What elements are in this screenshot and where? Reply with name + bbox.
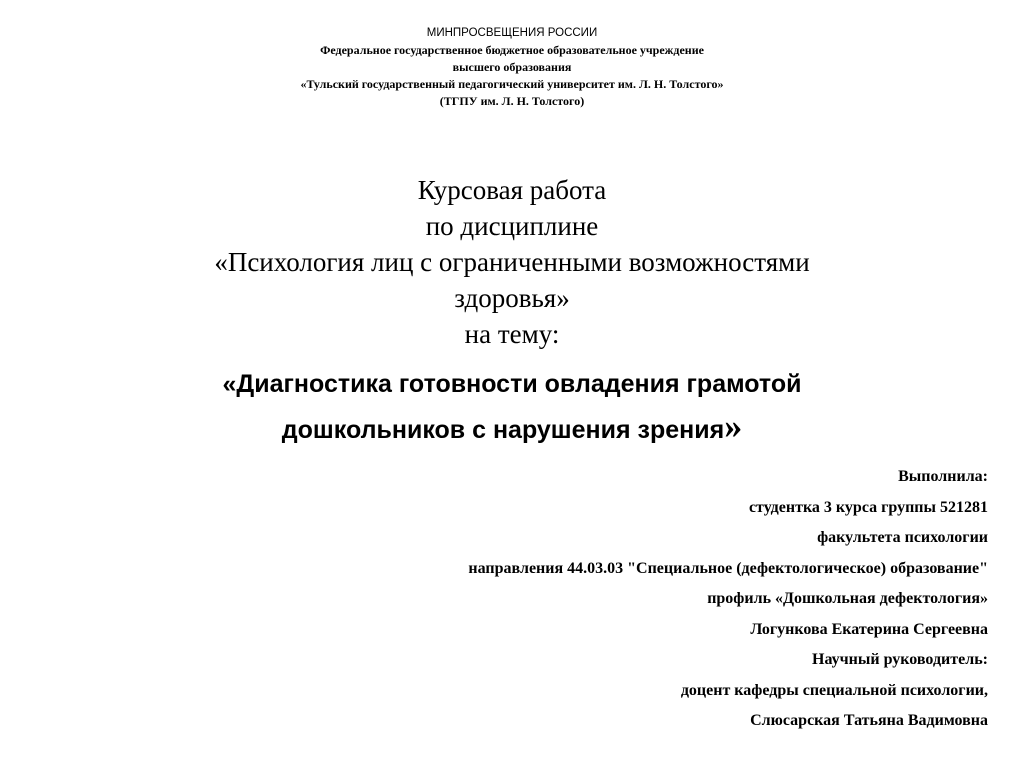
work-topic (0, 364, 1024, 448)
university-name: «Тульский государственный педагогический университет им. Л. Н. Толстого» (300, 77, 724, 91)
faculty: факультета психологии (817, 529, 988, 546)
university-abbreviation: (ТГПУ им. Л. Н. Толстого) (439, 94, 585, 108)
discipline-name-line2: здоровья» (454, 283, 570, 313)
discipline-name-line1: «Психология лиц с ограниченными возможностями (214, 247, 810, 277)
discipline-prefix: по дисциплине (425, 211, 599, 241)
topic-closing-quote: » (724, 406, 743, 446)
topic-prefix: на тему: (464, 319, 560, 349)
topic-line1: «Диагностика готовности овладения грамотой (222, 370, 802, 398)
ministry-name: МИНПРОСВЕЩЕНИЯ РОССИИ (426, 27, 598, 39)
supervisor-label: Научный руководитель: (812, 651, 988, 668)
topic-line2-text: дошкольников с нарушения зрения (281, 416, 725, 444)
education-level: высшего образования (452, 60, 572, 74)
supervisor-position: доцент кафедры специальной психологии, (680, 681, 988, 699)
student-name: Логункова Екатерина Сергеевна (750, 620, 988, 638)
work-title (0, 172, 1024, 352)
performed-by-label: Выполнила: (898, 468, 988, 485)
work-type: Курсовая работа (417, 175, 607, 205)
institution-type: Федеральное государственное бюджетное образовательное учреждение (320, 43, 704, 57)
student-course-group: студентка 3 курса группы 521281 (748, 498, 988, 516)
author-info (468, 462, 988, 737)
topic-line2 (0, 406, 1024, 448)
profile: профиль «Дошкольная дефектология» (707, 590, 988, 607)
direction: направления 44.03.03 "Специальное (дефектологическое) образование" (468, 559, 988, 577)
university-header (0, 25, 1024, 110)
supervisor-name: Слюсарская Татьяна Вадимовна (750, 712, 988, 729)
